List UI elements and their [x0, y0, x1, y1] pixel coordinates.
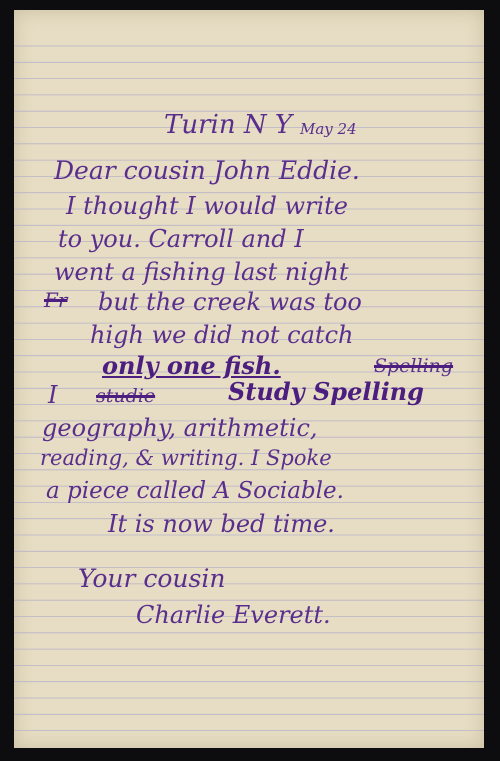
struck-word-spelling: Spelling: [374, 355, 454, 377]
body-line-9: reading, & writing. I Spoke: [40, 446, 332, 470]
signature: Charlie Everett.: [136, 601, 331, 629]
struck-word-studie: studie: [96, 385, 156, 407]
salutation: Dear cousin John Eddie.: [54, 156, 360, 185]
letter-paper: [14, 10, 484, 748]
body-line-7-i: I: [48, 381, 58, 409]
letter-date: May 24: [300, 120, 357, 138]
letter-place: Turin N Y: [164, 110, 293, 140]
body-line-10: a piece called A Sociable.: [46, 478, 344, 504]
body-line-4: but the creek was too: [98, 288, 362, 316]
closing: Your cousin: [78, 564, 226, 593]
body-line-11: It is now bed time.: [108, 510, 335, 538]
body-line-8: geography, arithmetic,: [42, 414, 318, 442]
body-line-7: Study Spelling: [228, 377, 424, 406]
body-line-6: only one fish.: [102, 351, 281, 380]
struck-mark: Fr: [44, 288, 68, 312]
body-line-2: to you. Carroll and I: [58, 225, 304, 253]
body-line-3: went a fishing last night: [54, 258, 349, 286]
body-line-1: I thought I would write: [66, 192, 348, 220]
body-line-5: high we did not catch: [90, 321, 354, 349]
